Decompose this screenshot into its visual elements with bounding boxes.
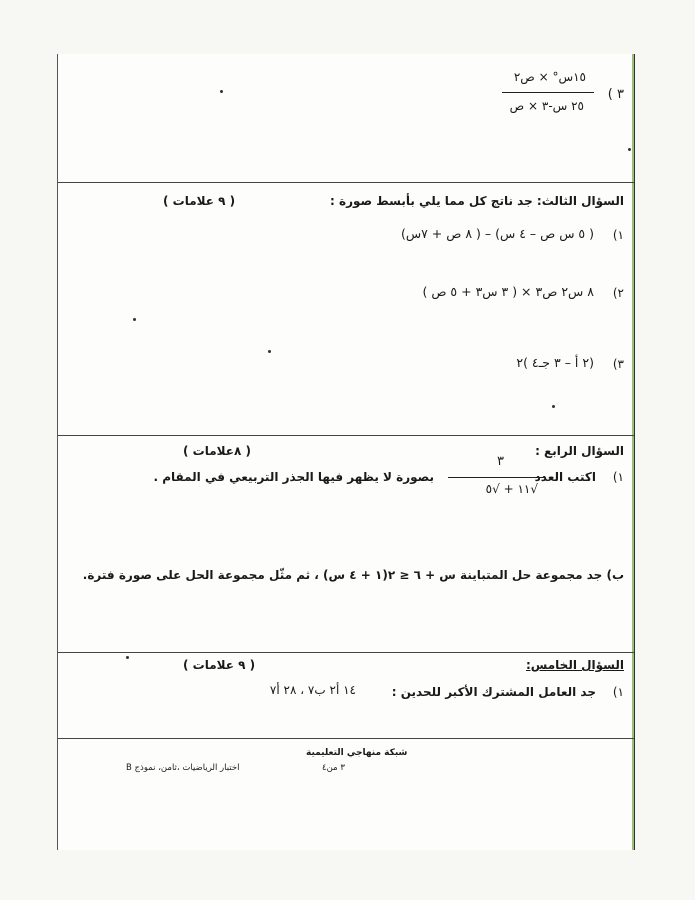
stray-mark (133, 318, 136, 321)
q3-item-number: ٣) (612, 357, 624, 371)
fraction-denominator: ٢٥ س-٣ × ص (509, 99, 584, 113)
q4-a-prefix: اكتب العدد (534, 470, 596, 484)
q4-a-denominator: √١١ + √٥ (485, 482, 538, 496)
q3-item-expression: (٢ أ – ٣ جـ٤ )٢ (516, 355, 594, 370)
q5-item-number: ١) (612, 685, 624, 699)
q5-item-terms: ١٤ أ٢ ب٧ ، ٢٨ أ٧ (269, 683, 356, 697)
fraction-bar (502, 92, 594, 93)
stray-mark (220, 90, 223, 93)
exam-sheet (57, 54, 635, 850)
q5-item-text: جد العامل المشترك الأكبر للحدين : (391, 685, 596, 699)
q3-item-number: ١) (612, 228, 624, 242)
q4-marks: ( ٨علامات ) (183, 444, 251, 458)
stray-mark (552, 405, 555, 408)
fraction-numerator: ١٥س° × ص٢ (513, 70, 586, 84)
stray-mark (126, 656, 129, 659)
stray-mark (268, 350, 271, 353)
q3-item-number: ٢) (612, 286, 624, 300)
q3-item-expression: ٨ س٢ ص٣ × ( ٣ س٣ + ٥ ص ) (422, 284, 594, 299)
q3-marks: ( ٩ علامات ) (163, 194, 236, 208)
q5-title: السؤال الخامس: (525, 658, 624, 672)
q4-a-suffix: بصورة لا يظهر فيها الجذر التربيعي في المقام . (153, 470, 434, 484)
divider (58, 652, 634, 653)
q4-title: السؤال الرابع : (535, 444, 624, 458)
q3-title: السؤال الثالث: جد ناتج كل مما يلي بأبسط صورة : (330, 194, 624, 208)
q5-marks: ( ٩ علامات ) (183, 658, 256, 672)
q4-a-numerator: ٣ (497, 454, 504, 469)
divider (58, 738, 634, 739)
q3-item-expression: ( ٥ س ص – ٤ س) – ( ٨ ص + ٧س) (400, 226, 594, 241)
q4-a-number: ١) (612, 470, 624, 484)
footer-exam: اختبار الرياضيات ،ثامن، نموذج B (126, 763, 240, 773)
divider (58, 182, 634, 183)
stray-mark (628, 148, 631, 151)
footer-network: شبكة منهاجي التعليمية (306, 748, 408, 758)
divider (58, 435, 634, 436)
q4-fraction-bar (448, 477, 546, 478)
q4-b-text: ب) جد مجموعة حل المتباينة س + ٦ ≤ ٢(١ + ٤ س) ، ثم مثّل مجموعة الحل على صورة فترة. (82, 568, 624, 582)
item-number: ٣ ) (607, 87, 624, 102)
footer-page: ٣ من٤ (322, 763, 345, 773)
